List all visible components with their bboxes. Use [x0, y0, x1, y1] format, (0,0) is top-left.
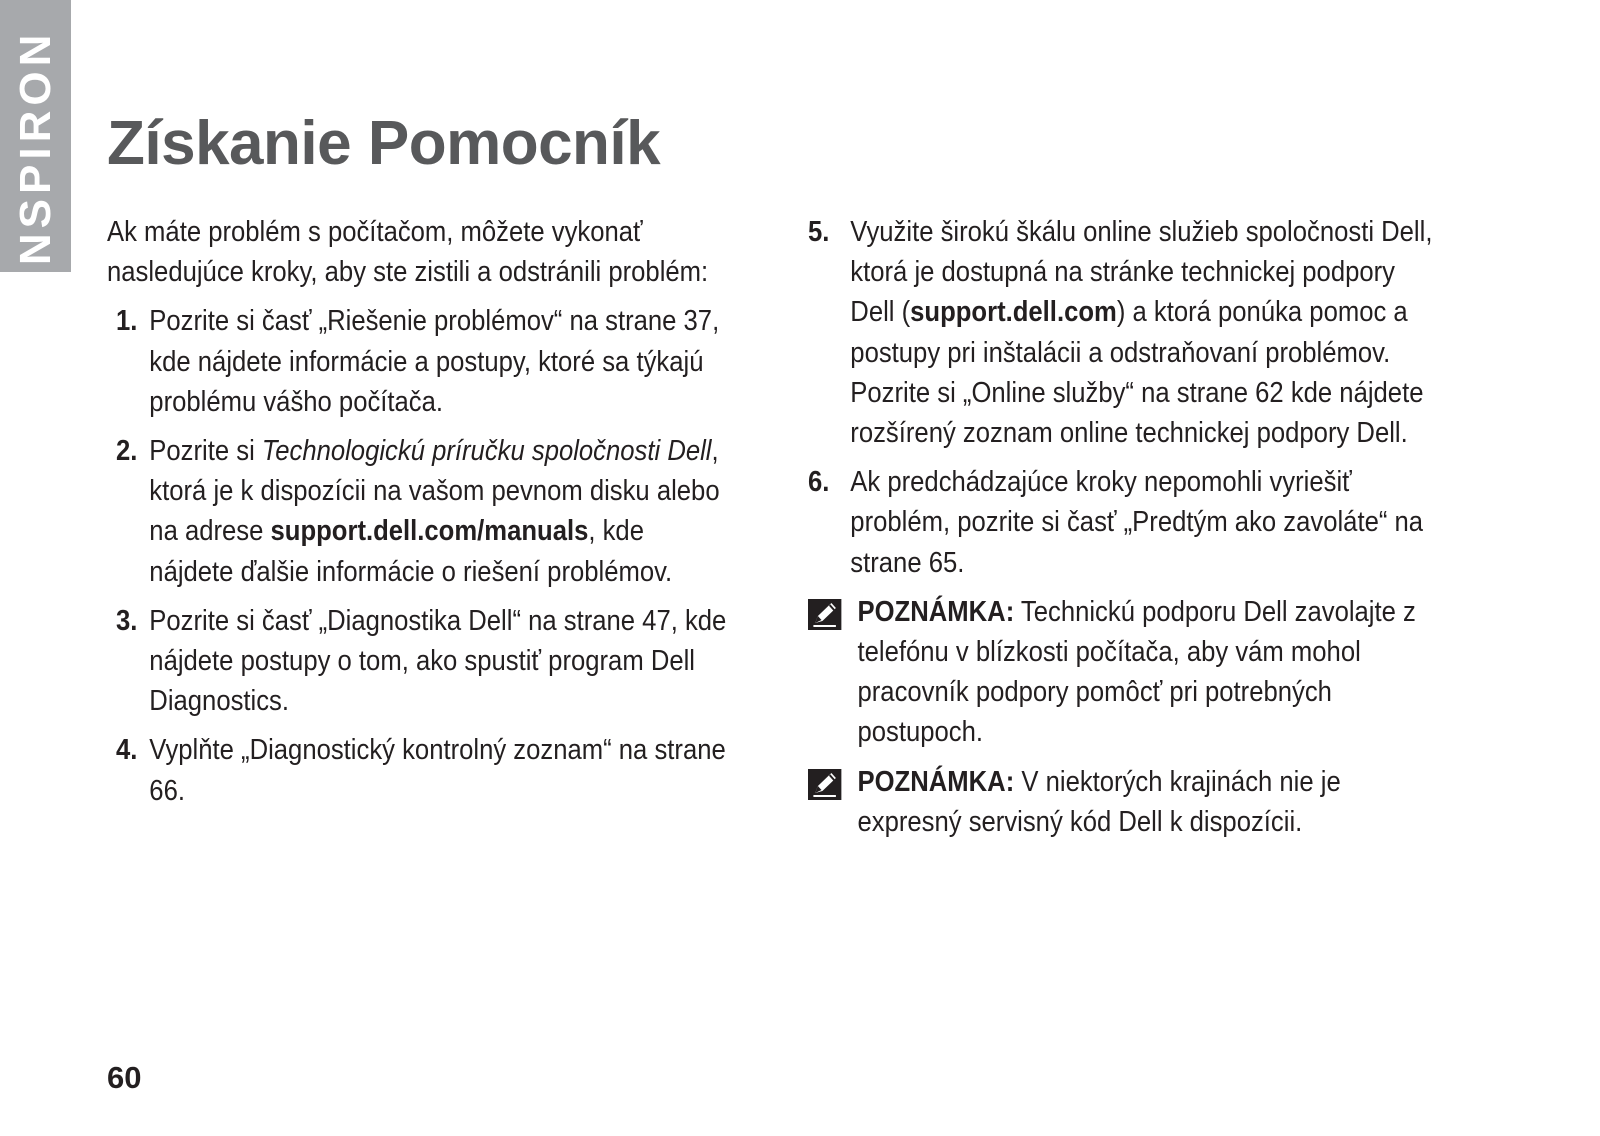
step-text: Pozrite si: [149, 435, 262, 468]
step-text: Využite širokú škálu online služieb spoločnosti Dell, ktorá je dostupná na stránke technickej podpory Dell (: [850, 216, 1433, 329]
list-item-step-6: [808, 462, 1438, 583]
note-callout: [808, 762, 1438, 842]
step-text: , kde nájdete ďalšie informácie o riešení problémov.: [149, 515, 673, 588]
left-column: [107, 212, 733, 820]
note-callout: [808, 592, 1438, 753]
step-number: 1.: [116, 305, 138, 338]
list-item-step-5: [808, 212, 1438, 453]
step-text: Vyplňte „Diagnostický kontrolný zoznam“ na strane 66.: [149, 734, 726, 807]
support-link[interactable]: support.dell.com: [910, 296, 1117, 329]
brand-label: INSPIRON: [11, 29, 60, 283]
note-label: POZNÁMKA:: [857, 595, 1015, 628]
manuals-link[interactable]: support.dell.com/manuals: [270, 515, 589, 548]
note-label: POZNÁMKA:: [857, 765, 1015, 798]
manual-title: Technologickú príručku spoločnosti Dell: [261, 435, 712, 468]
step-number: 3.: [116, 604, 138, 637]
step-number: 6.: [808, 466, 830, 499]
step-text: ) a ktorá ponúka pomoc a postupy pri inštalácii a odstraňovaní problémov. Pozrite si „Online služby“ na strane 62 kde nájdete rozšírený zoznam online technickej podpory Dell.: [850, 296, 1424, 450]
step-text: Ak predchádzajúce kroky nepomohli vyriešiť problém, pozrite si časť „Predtým ako zavoláte“ na strane 65.: [850, 466, 1424, 579]
step-number: 2.: [116, 435, 138, 468]
intro-paragraph: Ak máte problém s počítačom, môžete vykonať nasledujúce kroky, aby ste zistili a odstránili problém:: [107, 216, 709, 289]
right-column: [808, 212, 1438, 851]
step-text: Pozrite si časť „Diagnostika Dell“ na strane 47, kde nájdete postupy o tom, ako spustiť program Dell Diagnostics.: [149, 604, 727, 718]
list-item-step-4: [107, 730, 733, 810]
step-text: , ktorá je k dispozícii na vašom pevnom disku alebo na adrese: [149, 435, 720, 548]
brand-side-tab: [0, 0, 71, 283]
step-number: 4.: [116, 734, 138, 767]
note-pencil-icon: [808, 599, 841, 630]
note-text: Technickú podporu Dell zavolajte z telefónu v blízkosti počítača, aby vám mohol pracovník podpory pomôcť pri potrebných postupoch.: [857, 595, 1416, 749]
list-item-step-1: [107, 301, 733, 422]
note-pencil-icon: [808, 769, 841, 800]
note-text: V niektorých krajinách nie je expresný servisný kód Dell k dispozícii.: [857, 765, 1341, 838]
step-number: 5.: [808, 216, 830, 248]
page-title: Získanie Pomocník: [107, 109, 661, 178]
page-number: 60: [107, 1060, 142, 1095]
list-item-step-2: [107, 431, 733, 592]
list-item-step-3: [107, 601, 733, 722]
step-text: Pozrite si časť „Riešenie problémov“ na strane 37, kde nájdete informácie a postupy, ktoré sa týkajú problému vášho počítača.: [149, 305, 720, 418]
